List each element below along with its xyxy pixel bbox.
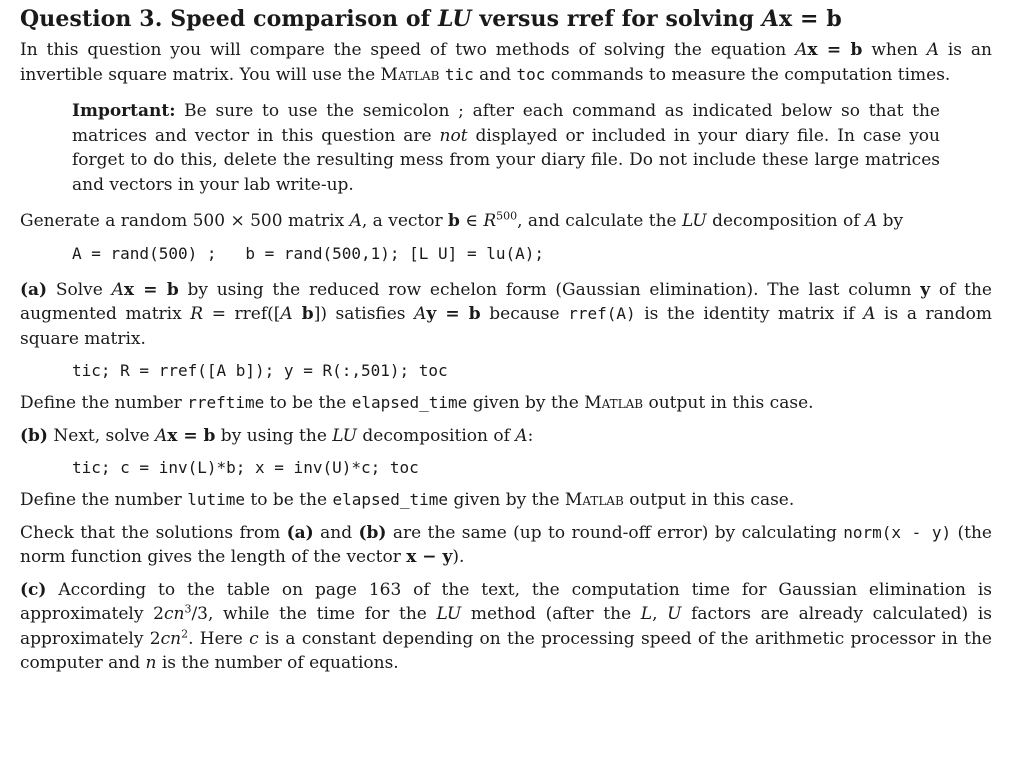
code-lu: tic; c = inv(L)*b; x = inv(U)*c; toc	[72, 458, 419, 477]
generate-paragraph: Generate a random 500 × 500 matrix A, a vector b ∈ $R^{500}$, and calculate the LU decomposition of A by	[20, 209, 904, 231]
check-paragraph: Check that the solutions from (a) and (b) are the same (up to round-off error) by calculating norm(x - y) (the norm function gives the length of the vector x − y).	[20, 522, 992, 567]
intro-paragraph: In this question you will compare the speed of two methods of solving the equation Ax = b when A is an invertible square matrix. You will use the Matlab tic and toc commands to measure the computation times.	[20, 40, 992, 85]
part-c-paragraph: (c) According to the table on page 163 of the text, the computation time for Gaussian elimination is approximately $2cn^3/3$, while the time for the LU method (after the L, U factors are already calculated) is approximately $2cn^2$. Here c is a constant depending on the processing speed of the arithmetic processor in the computer and n is the number of equations.	[20, 579, 993, 673]
code-rref: tic; R = rref([A b]); y = R(:,501); toc	[72, 361, 448, 380]
code-generate: A = rand(500) ; b = rand(500,1); [L U] = lu(A);	[72, 243, 545, 263]
part-a-paragraph: (a) Solve Ax = b by using the reduced row echelon form (Gaussian elimination). The last column y of the augmented matrix R = rref([A b]) satisfies Ay = b because rref(A) is the identity matrix if A is a random square matrix.	[20, 279, 992, 349]
define-rreftime: Define the number rreftime to be the elapsed_time given by the Matlab output in this case.	[20, 393, 814, 413]
important-note: Important: Be sure to use the semicolon ; after each command as indicated below so that the matrices and vector in this question are not displayed or included in your diary file. In case you forget to do this, delete the resulting mess from your diary file. Do not include these large matrices and vectors in your lab write-up.	[72, 101, 940, 195]
part-b-paragraph: (b) Next, solve Ax = b by using the LU decomposition of A:	[20, 425, 534, 446]
define-lutime: Define the number lutime to be the elapsed_time given by the Matlab output in this case.	[20, 490, 795, 510]
question-title: Question 3. Speed comparison of LU versus rref for solving Ax = b	[20, 6, 842, 32]
